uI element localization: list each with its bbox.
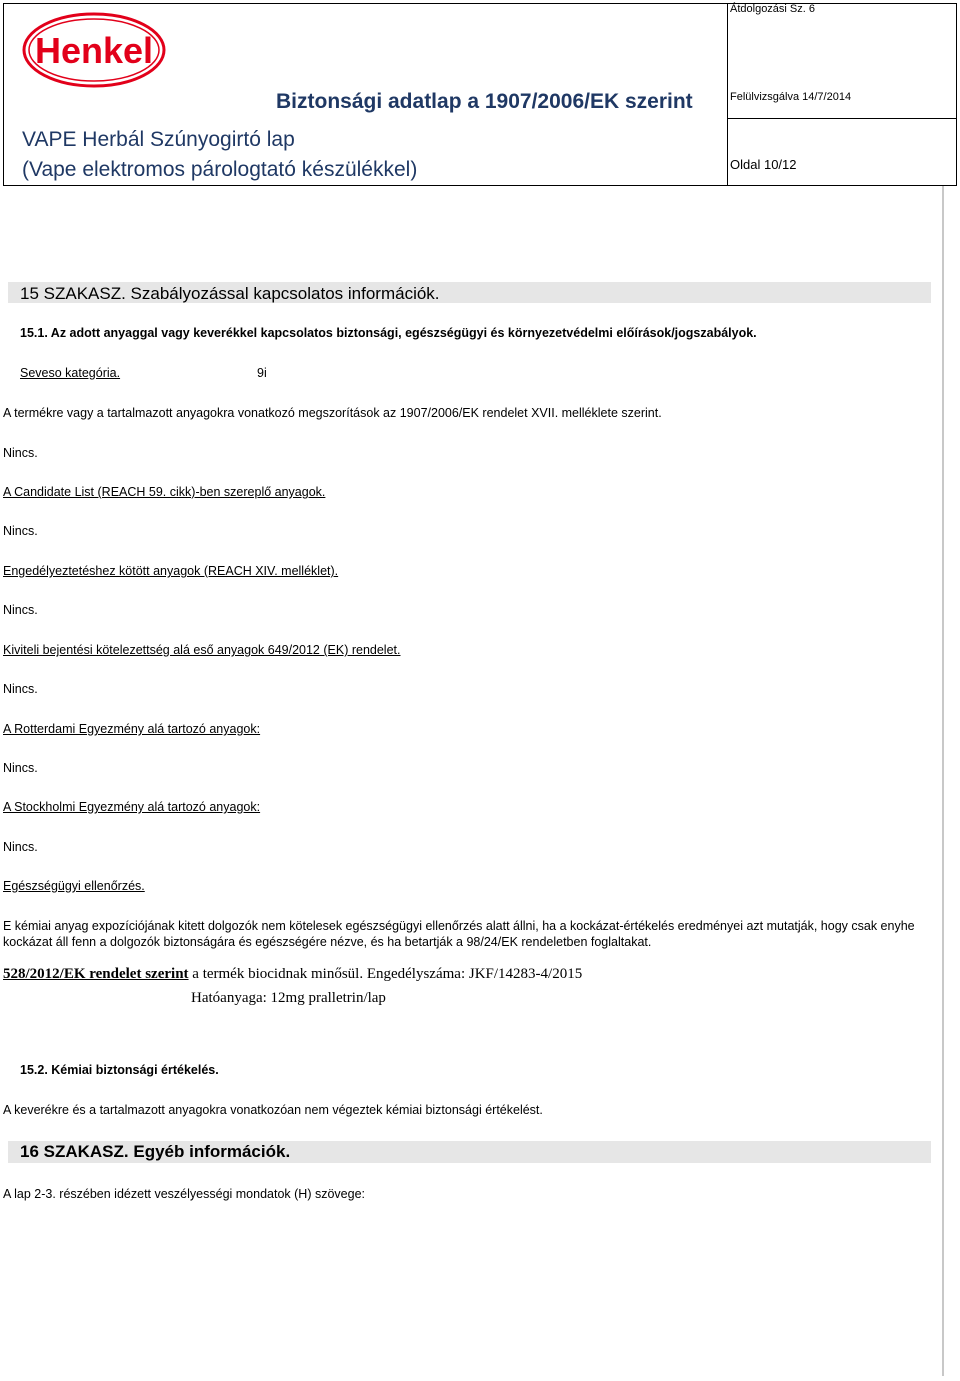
health-check-paragraph: E kémiai anyag expozíciójának kitett dolgozók nem kötelesek egészségügyi ellenőrzés alatt állni, ha a kockázat-értékelés eredményei azt mutatják, hogy csak enyhe kockázat áll fenn a dolgozók biztonságára és egészségére nézve, és ha betartják a 98/24/EK rendeletben foglaltakat. — [3, 919, 915, 949]
subsection-15-2-title: 15.2. Kémiai biztonsági értékelés. — [20, 1063, 219, 1077]
henkel-logo — [22, 12, 166, 88]
biocid-text: a termék biocidnak minősül. Engedélyszáma: JKF/14283-4/2015 — [188, 966, 583, 982]
candidate-list-label: A Candidate List (REACH 59. cikk)-ben szereplő anyagok. — [3, 485, 326, 499]
product-name-line1: VAPE Herbál Szúnyogirtó lap — [22, 128, 295, 151]
authorisation-value: Nincs. — [3, 603, 38, 617]
revision-number: Átdolgozási Sz. 6 — [730, 3, 815, 15]
page-number: Oldal 10/12 — [730, 157, 797, 172]
document-title: Biztonsági adatlap a 1907/2006/EK szerint — [276, 90, 693, 113]
rotterdam-label: A Rotterdami Egyezmény alá tartozó anyagok: — [3, 722, 261, 736]
section-16-title: 16 SZAKASZ. Egyéb információk. — [20, 1142, 291, 1161]
subsection-15-1-title: 15.1. Az adott anyaggal vagy keverékkel kapcsolatos biztonsági, egészségügyi és környezetvédelmi előírások/jogszabályok. — [20, 326, 757, 340]
authorisation-label: Engedélyeztetéshez kötött anyagok (REACH XIV. melléklet). — [3, 564, 339, 578]
rotterdam-value: Nincs. — [3, 761, 38, 775]
subsection-15-2-text: A keverékre és a tartalmazott anyagokra vonatkozóan nem végeztek kémiai biztonsági értékelést. — [3, 1103, 543, 1117]
export-label: Kiviteli bejentési kötelezettség alá eső anyagok 649/2012 (EK) rendelet. — [3, 643, 401, 657]
seveso-value: 9i — [257, 366, 267, 380]
biocid-regulation: 528/2012/EK rendelet szerint — [3, 966, 189, 982]
restrictions-value: Nincs. — [3, 446, 38, 460]
seveso-label: Seveso kategória. — [20, 366, 121, 380]
product-name-line2: (Vape elektromos párologtató készülékkel) — [22, 158, 418, 181]
export-value: Nincs. — [3, 682, 38, 696]
review-date: Felülvizsgálva 14/7/2014 — [730, 91, 852, 103]
right-margin-rule — [942, 186, 944, 1376]
logo-brand-text: Henkel — [34, 30, 154, 71]
h-phrases-intro: A lap 2-3. részében idézett veszélyességi mondatok (H) szövege: — [3, 1187, 365, 1201]
stockholm-label: A Stockholmi Egyezmény alá tartozó anyagok: — [3, 800, 261, 814]
section-15-title: 15 SZAKASZ. Szabályozással kapcsolatos információk. — [20, 284, 440, 303]
candidate-list-value: Nincs. — [3, 524, 38, 538]
health-check-label: Egészségügyi ellenőrzés. — [3, 879, 145, 893]
restrictions-text: A termékre vagy a tartalmazott anyagokra vonatkozó megszorítások az 1907/2006/EK rendelet XVII. melléklete szerint. — [3, 406, 662, 420]
biocid-statement — [3, 966, 582, 983]
active-ingredient: Hatóanyaga: 12mg pralletrin/lap — [191, 990, 386, 1006]
stockholm-value: Nincs. — [3, 840, 38, 854]
